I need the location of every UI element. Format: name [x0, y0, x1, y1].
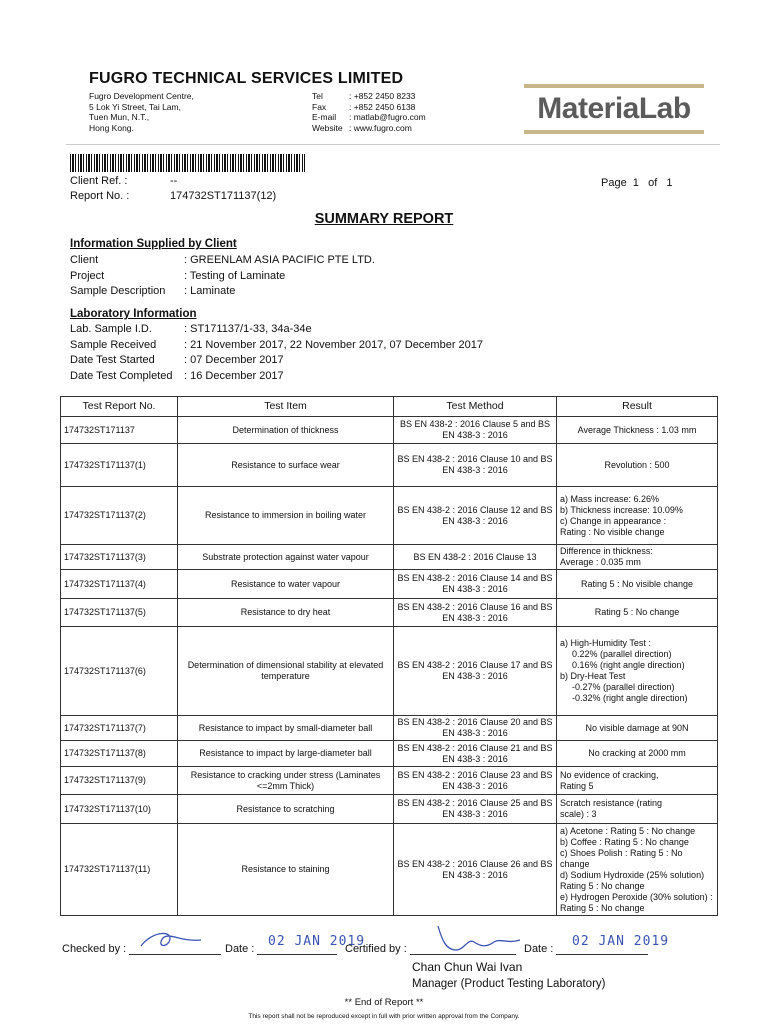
contact-value: : www.fugro.com — [349, 122, 412, 133]
info-label: Sample Received — [70, 338, 157, 351]
contact-value: : +852 2450 6138 — [349, 101, 416, 112]
cell-report-no: 174732ST171137(8) — [61, 741, 178, 767]
cell-test-item: Substrate protection against water vapour — [178, 545, 394, 570]
contact-value: : matlab@fugro.com — [349, 112, 426, 122]
result-line: scale) : 3 — [560, 809, 597, 819]
cell-report-no: 174732ST171137(4) — [61, 570, 178, 599]
cell-test-method: BS EN 438-2 : 2016 Clause 23 and BS EN 438-3 : 2016 — [394, 767, 557, 795]
result-line: Scratch resistance (rating — [560, 798, 663, 808]
result-list — [560, 579, 714, 590]
cell-result — [557, 741, 718, 767]
info-value: : Laminate — [184, 285, 236, 297]
cell-test-item: Resistance to impact by large-diameter ball — [178, 741, 394, 767]
barcode — [70, 154, 305, 172]
end-of-report: ** End of Report ** — [344, 997, 424, 1008]
contact-label: Fax — [312, 101, 327, 112]
contact-value: : +852 2450 8233 — [349, 91, 416, 101]
checked-by-label: Checked by : — [62, 943, 127, 955]
report-no-label: Report No. : — [70, 190, 130, 202]
info-label: Lab. Sample I.D. — [70, 323, 152, 335]
result-line: -0.27% (parallel direction) — [572, 682, 675, 692]
address-line: 5 Lok Yi Street, Tai Lam, — [89, 101, 181, 112]
info-value: : 07 December 2017 — [184, 354, 284, 366]
cell-result — [557, 545, 718, 570]
info-value: : GREENLAM ASIA PACIFIC PTE LTD. — [184, 254, 375, 266]
cell-report-no: 174732ST171137(1) — [61, 444, 178, 487]
cell-test-method: BS EN 438-2 : 2016 Clause 20 and BS EN 438-3 : 2016 — [394, 716, 557, 741]
cell-test-method: BS EN 438-2 : 2016 Clause 14 and BS EN 438-3 : 2016 — [394, 570, 557, 599]
result-line: 0.16% (right angle direction) — [572, 660, 685, 670]
result-line: b) Thickness increase: 10.09% — [560, 504, 683, 515]
table-header-row — [61, 397, 718, 417]
contact-label: Tel — [312, 91, 323, 101]
cell-report-no: 174732ST171137(10) — [61, 795, 178, 824]
result-list — [560, 638, 714, 704]
info-value: : 16 December 2017 — [184, 369, 284, 382]
result-line: No cracking at 2000 mm — [588, 748, 686, 758]
cell-result — [557, 627, 718, 716]
table-row — [61, 627, 718, 716]
cell-test-item: Resistance to surface wear — [178, 444, 394, 487]
company-contact — [312, 91, 426, 133]
logo-top-bar — [524, 84, 704, 88]
header-divider — [66, 144, 720, 145]
info-value: : 21 November 2017, 22 November 2017, 07 December 2017 — [184, 338, 484, 351]
address-line: Hong Kong. — [89, 122, 134, 133]
address-line: Fugro Development Centre, — [89, 91, 194, 101]
result-line: e) Hydrogen Peroxide (30% solution) : Rating 5 : No change — [560, 891, 713, 913]
column-header: Test Item — [178, 397, 394, 417]
result-line: c) Change in appearance : — [560, 515, 667, 526]
logo-text: MateriaLab — [537, 92, 691, 125]
result-line: Rating 5 : No visible change — [580, 578, 694, 589]
table-row — [61, 716, 718, 741]
date-label: Date : — [225, 943, 255, 955]
table-row — [61, 824, 718, 916]
checked-by-signature — [135, 928, 207, 952]
table-row — [61, 570, 718, 599]
result-line: b) Dry-Heat Test — [560, 671, 626, 681]
table-row — [61, 741, 718, 767]
cell-result — [557, 824, 718, 916]
cell-result — [557, 570, 718, 599]
cell-report-no: 174732ST171137(5) — [61, 599, 178, 627]
cell-result — [557, 417, 718, 444]
result-line: Revolution : 500 — [604, 459, 670, 470]
result-list — [560, 748, 714, 759]
cell-test-item: Determination of thickness — [178, 417, 394, 444]
result-line: c) Shoes Polish : Rating 5 : No change — [560, 847, 683, 869]
signatory-name: Chan Chun Wai Ivan — [412, 960, 523, 974]
client-info-list — [70, 253, 375, 300]
result-line: -0.32% (right angle direction) — [572, 693, 688, 703]
cell-test-method: BS EN 438-2 : 2016 Clause 25 and BS EN 438-3 : 2016 — [394, 795, 557, 824]
result-line: d) Sodium Hydroxide (25% solution) Rating 5 : No change — [560, 869, 705, 891]
cell-test-item: Resistance to dry heat — [178, 599, 394, 627]
info-label: Sample Description — [70, 285, 166, 297]
date-stamp: 02 JAN 2019 — [268, 934, 366, 949]
result-line: a) Mass increase: 6.26% — [560, 493, 660, 504]
result-list — [560, 460, 714, 471]
cell-test-method: BS EN 438-2 : 2016 Clause 5 and BS EN 438-3 : 2016 — [394, 417, 557, 444]
cell-test-method: BS EN 438-2 : 2016 Clause 21 and BS EN 438-3 : 2016 — [394, 741, 557, 767]
company-address — [89, 91, 194, 133]
table-body — [61, 417, 718, 916]
info-label: Project — [70, 269, 105, 282]
client-ref-value: -- — [170, 175, 178, 187]
result-list — [560, 770, 714, 792]
company-name: FUGRO TECHNICAL SERVICES LIMITED — [89, 70, 404, 87]
cell-test-item: Determination of dimensional stability at elevated temperature — [178, 627, 394, 716]
info-label: Date Test Completed — [70, 369, 173, 382]
cell-test-item: Resistance to immersion in boiling water — [178, 487, 394, 545]
cell-report-no: 174732ST171137(7) — [61, 716, 178, 741]
table-row — [61, 767, 718, 795]
contact-label: E-mail — [312, 112, 337, 122]
result-line: Difference in thickness: — [560, 546, 653, 556]
cell-test-method: BS EN 438-2 : 2016 Clause 16 and BS EN 438-3 : 2016 — [394, 599, 557, 627]
cell-test-method: BS EN 438-2 : 2016 Clause 12 and BS EN 438-3 : 2016 — [394, 487, 557, 545]
client-info-heading: Information Supplied by Client — [70, 238, 237, 250]
result-list — [560, 425, 714, 436]
cell-report-no: 174732ST171137(6) — [61, 627, 178, 716]
materialab-logo — [524, 84, 704, 136]
signatory-role: Manager (Product Testing Laboratory) — [412, 978, 606, 990]
info-value: : Testing of Laminate — [184, 269, 286, 282]
cell-test-item: Resistance to water vapour — [178, 570, 394, 599]
result-line: Rating 5 — [560, 780, 594, 791]
cell-test-method: BS EN 438-2 : 2016 Clause 17 and BS EN 438-3 : 2016 — [394, 627, 557, 716]
cell-test-item: Resistance to staining — [178, 824, 394, 916]
result-list — [560, 494, 714, 538]
table-row — [61, 417, 718, 444]
result-line: Rating 5 : No change — [594, 607, 680, 617]
date-stamp: 02 JAN 2019 — [572, 934, 670, 949]
lab-info-heading: Laboratory Information — [70, 308, 197, 320]
cell-result — [557, 599, 718, 627]
cell-test-item: Resistance to scratching — [178, 795, 394, 824]
lab-info-list — [70, 322, 483, 384]
result-line: Rating : No visible change — [560, 526, 665, 537]
cell-test-item: Resistance to cracking under stress (Laminates <=2mm Thick) — [178, 767, 394, 795]
certified-by-signature — [430, 920, 530, 956]
result-list — [560, 723, 714, 734]
result-line: a) High-Humidity Test : — [560, 638, 651, 648]
table-row — [61, 599, 718, 627]
info-value: : ST171137/1-33, 34a-34e — [184, 323, 312, 335]
result-list — [560, 546, 714, 568]
cell-report-no: 174732ST171137(9) — [61, 767, 178, 795]
cell-result — [557, 487, 718, 545]
column-header: Test Report No. — [61, 397, 178, 417]
column-header: Result — [557, 397, 718, 417]
result-line: Average : 0.035 mm — [560, 557, 641, 567]
client-ref-label: Client Ref. : — [70, 175, 128, 187]
result-line: No evidence of cracking, — [560, 769, 659, 780]
result-list — [560, 798, 714, 820]
report-no-value: 174732ST171137(12) — [170, 190, 277, 202]
cell-result — [557, 716, 718, 741]
info-label: Client — [70, 254, 99, 266]
result-list — [560, 826, 714, 914]
logo-bottom-bar — [524, 130, 704, 134]
cell-report-no: 174732ST171137(11) — [61, 824, 178, 916]
table-row — [61, 487, 718, 545]
result-line: No visible damage at 90N — [585, 722, 689, 733]
table-row — [61, 444, 718, 487]
summary-table — [60, 396, 718, 916]
cell-test-item: Resistance to impact by small-diameter ball — [178, 716, 394, 741]
report-title: SUMMARY REPORT — [314, 211, 454, 227]
result-list — [560, 607, 714, 618]
cell-result — [557, 767, 718, 795]
result-line: b) Coffee : Rating 5 : No change — [560, 836, 689, 847]
page-number: Page 1 of 1 — [601, 177, 673, 189]
cell-report-no: 174732ST171137(2) — [61, 487, 178, 545]
contact-label: Website — [312, 122, 343, 133]
address-line: Tuen Mun, N.T., — [89, 112, 150, 122]
result-line: 0.22% (parallel direction) — [572, 649, 672, 659]
column-header: Test Method — [394, 397, 557, 417]
table-row — [61, 545, 718, 570]
cell-result — [557, 444, 718, 487]
reproduction-notice: This report shall not be reproduced except in full with prior written approval from the Company. — [248, 1013, 520, 1020]
result-line: a) Acetone : Rating 5 : No change — [560, 825, 696, 836]
cell-report-no: 174732ST171137 — [61, 417, 178, 444]
cell-report-no: 174732ST171137(3) — [61, 545, 178, 570]
info-label: Date Test Started — [70, 354, 155, 366]
date-label: Date : — [524, 943, 554, 955]
cell-test-method: BS EN 438-2 : 2016 Clause 13 — [394, 545, 557, 570]
cell-test-method: BS EN 438-2 : 2016 Clause 26 and BS EN 438-3 : 2016 — [394, 824, 557, 916]
result-line: Average Thickness : 1.03 mm — [577, 424, 697, 435]
cell-test-method: BS EN 438-2 : 2016 Clause 10 and BS EN 438-3 : 2016 — [394, 444, 557, 487]
table-row — [61, 795, 718, 824]
certified-by-label: Certified by : — [345, 943, 407, 955]
cell-result — [557, 795, 718, 824]
